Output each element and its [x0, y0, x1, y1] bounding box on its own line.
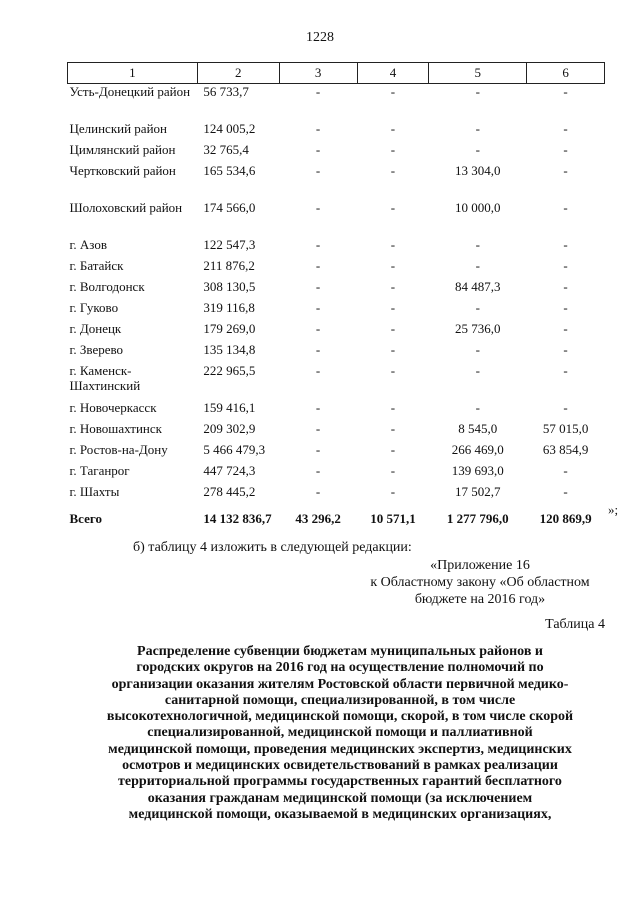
table-row: [68, 258, 605, 279]
row-value-4-cell: -: [390, 463, 396, 478]
total-value-cell: 1 277 796,0: [446, 511, 509, 526]
row-value-6-cell: 57 015,0: [542, 421, 589, 436]
header-cell-5: 5: [429, 63, 527, 84]
title-line: высокотехнологичной, медицинской помощи, скорой, в том числе скорой: [106, 709, 574, 725]
table-row: [68, 279, 605, 300]
table-row: [68, 463, 605, 484]
row-value-3-cell: -: [315, 300, 321, 315]
row-value-5-cell: -: [475, 237, 480, 252]
row-value-3-cell: -: [315, 84, 321, 99]
row-value-4-cell: -: [390, 237, 396, 252]
row-value-5-cell: 10 000,0: [454, 200, 501, 215]
row-value-6-cell: -: [563, 300, 568, 315]
row-value-2-cell: 319 116,8: [203, 300, 255, 315]
table-row: [68, 442, 605, 463]
row-value-2-cell: 209 302,9: [203, 421, 256, 436]
row-value-4-cell: -: [390, 258, 396, 273]
row-name-cell: г. Донецк: [69, 321, 122, 336]
row-value-6-cell: -: [563, 463, 568, 478]
row-value-5-cell: 25 736,0: [454, 321, 501, 336]
row-value-5-cell: -: [475, 84, 480, 99]
table-row: [68, 300, 605, 321]
row-value-4-cell: -: [390, 442, 396, 457]
row-value-3-cell: -: [315, 342, 321, 357]
row-value-5-cell: 84 487,3: [454, 279, 501, 294]
total-value-cell: 120 869,9: [539, 511, 592, 526]
closing-quote: »;: [608, 502, 619, 517]
table-header: [68, 63, 605, 84]
subvention-table: [67, 62, 605, 532]
row-value-6-cell: -: [563, 342, 568, 357]
row-value-2-cell: 135 134,8: [203, 342, 256, 357]
row-value-4-cell: -: [390, 121, 396, 136]
title-line: городских округов на 2016 год на осуществление полномочий по: [136, 660, 544, 676]
row-value-3-cell: -: [315, 442, 321, 457]
row-name-cell: г. Гуково: [69, 300, 119, 315]
paragraph-b: б) таблицу 4 изложить в следующей редакции:: [133, 540, 412, 555]
row-value-2-cell: 124 005,2: [203, 121, 256, 136]
row-value-5-cell: -: [475, 363, 480, 378]
row-name-cell: г. Зверево: [69, 342, 124, 357]
row-value-4-cell: -: [390, 484, 396, 499]
row-value-2-cell: 278 445,2: [203, 484, 256, 499]
row-value-4-cell: -: [390, 142, 396, 157]
header-cell-3: 3: [279, 63, 357, 84]
table-row: [68, 400, 605, 421]
row-value-5-cell: 266 469,0: [451, 442, 504, 457]
title-line: организации оказания жителям Ростовской области первичной медико-: [111, 676, 569, 692]
row-name-cell: Цимлянский район: [69, 142, 176, 157]
total-row: [68, 505, 605, 532]
row-value-3-cell: -: [315, 142, 321, 157]
row-value-3-cell: -: [315, 258, 321, 273]
document-title: [70, 644, 610, 823]
row-value-3-cell: -: [315, 200, 321, 215]
row-value-4-cell: -: [390, 400, 396, 415]
row-value-5-cell: -: [475, 121, 480, 136]
title-line: осмотров и медицинских освидетельствований в рамках реализации: [122, 758, 558, 774]
title-line: территориальной программы государственных гарантий бесплатного: [118, 774, 562, 790]
title-line: медицинской помощи, проведения медицинских экспертиз, медицинских: [108, 741, 572, 757]
title-line: санитарной помощи, специализированной, в том числе: [164, 692, 516, 708]
row-value-3-cell: -: [315, 400, 321, 415]
header-cell-6: 6: [527, 63, 605, 84]
row-name-cell: Усть-Донецкий район: [69, 84, 191, 99]
row-value-4-cell: -: [390, 321, 396, 336]
table-row: [68, 142, 605, 163]
title-line: медицинской помощи, оказываемой в медицинских организациях,: [128, 806, 552, 822]
row-value-3-cell: -: [315, 484, 321, 499]
row-value-5-cell: -: [475, 400, 480, 415]
table-row: [68, 84, 605, 122]
row-value-6-cell: -: [563, 484, 568, 499]
row-value-3-cell: -: [315, 321, 321, 336]
row-value-2-cell: 174 566,0: [203, 200, 256, 215]
row-value-2-cell: 222 965,5: [203, 363, 256, 378]
header-cell-1: 1: [68, 63, 198, 84]
row-name-cell: г. Шахты: [69, 484, 120, 499]
row-name-cell: г. Новошахтинск: [69, 421, 162, 436]
row-value-6-cell: -: [563, 163, 568, 178]
row-value-6-cell: -: [563, 121, 568, 136]
title-line: Распределение субвенции бюджетам муниципальных районов и: [137, 644, 543, 659]
table-row: [68, 163, 605, 200]
table-row: [68, 484, 605, 505]
row-name-cell: г. Новочеркасск: [69, 400, 157, 415]
row-value-4-cell: -: [390, 84, 396, 99]
row-value-6-cell: -: [563, 400, 568, 415]
appendix-line-3: бюджете на 2016 год»: [414, 592, 546, 607]
title-line: оказания гражданам медицинской помощи (за исключением: [147, 790, 533, 806]
table-row: [68, 421, 605, 442]
table-row: [68, 363, 605, 400]
row-value-2-cell: 32 765,4: [203, 142, 249, 157]
row-value-6-cell: -: [563, 237, 568, 252]
row-value-5-cell: 139 693,0: [451, 463, 504, 478]
row-value-5-cell: 8 545,0: [458, 421, 498, 436]
appendix-line-2: к Областному закону «Об областном: [370, 575, 590, 590]
header-cell-4: 4: [357, 63, 429, 84]
row-value-5-cell: 17 502,7: [454, 484, 501, 499]
table-row: [68, 342, 605, 363]
total-value-cell: 43 296,2: [295, 511, 341, 526]
row-value-2-cell: 308 130,5: [203, 279, 256, 294]
row-value-3-cell: -: [315, 121, 321, 136]
row-value-3-cell: -: [315, 421, 321, 436]
row-value-4-cell: -: [390, 363, 396, 378]
row-value-4-cell: -: [390, 300, 396, 315]
row-value-6-cell: -: [563, 279, 568, 294]
row-value-6-cell: -: [563, 84, 568, 99]
row-value-2-cell: 5 466 479,3: [203, 442, 266, 457]
total-value-cell: 10 571,1: [370, 511, 416, 526]
row-value-6-cell: 63 854,9: [542, 442, 589, 457]
row-value-3-cell: -: [315, 279, 321, 294]
total-value-cell: 14 132 836,7: [203, 511, 272, 526]
row-value-5-cell: -: [475, 258, 480, 273]
row-value-6-cell: -: [563, 321, 568, 336]
row-value-6-cell: -: [563, 200, 568, 215]
table-row: [68, 121, 605, 142]
row-name-cell: г. Таганрог: [69, 463, 130, 478]
row-name-cell: Чертковский район: [69, 163, 176, 178]
appendix-header: [340, 557, 620, 608]
title-line: специализированной, медицинской помощи и паллиативной: [147, 725, 533, 741]
row-value-4-cell: -: [390, 200, 396, 215]
table-body: [68, 84, 605, 533]
row-value-2-cell: 122 547,3: [203, 237, 256, 252]
table-row: [68, 321, 605, 342]
row-value-5-cell: -: [475, 300, 480, 315]
table-label: Таблица 4: [545, 617, 605, 632]
row-value-2-cell: 159 416,1: [203, 400, 256, 415]
appendix-line-1: «Приложение 16: [430, 558, 530, 573]
row-name-cell: г. Ростов-на-Дону: [69, 442, 168, 457]
row-value-3-cell: -: [315, 163, 321, 178]
row-value-3-cell: -: [315, 463, 321, 478]
row-value-4-cell: -: [390, 279, 396, 294]
row-value-5-cell: 13 304,0: [454, 163, 501, 178]
row-value-4-cell: -: [390, 163, 396, 178]
table-row: [68, 237, 605, 258]
row-value-5-cell: -: [475, 342, 480, 357]
row-value-4-cell: -: [390, 421, 396, 436]
row-value-2-cell: 165 534,6: [203, 163, 256, 178]
row-value-6-cell: -: [563, 258, 568, 273]
row-value-6-cell: -: [563, 363, 568, 378]
table-row: [68, 200, 605, 237]
row-name-cell: г. Азов: [69, 237, 107, 252]
row-value-2-cell: 447 724,3: [203, 463, 256, 478]
row-name-cell: г. Батайск: [69, 258, 124, 273]
row-name-cell: г. Каменск-Шахтинский: [69, 363, 141, 393]
row-value-2-cell: 211 876,2: [203, 258, 255, 273]
total-label: Всего: [69, 511, 102, 526]
row-value-3-cell: -: [315, 363, 321, 378]
row-value-4-cell: -: [390, 342, 396, 357]
row-value-6-cell: -: [563, 142, 568, 157]
row-name-cell: г. Волгодонск: [69, 279, 145, 294]
header-cell-2: 2: [197, 63, 279, 84]
row-name-cell: Целинский район: [69, 121, 167, 136]
row-value-2-cell: 56 733,7: [203, 84, 249, 99]
row-value-2-cell: 179 269,0: [203, 321, 256, 336]
page-number: 1228: [306, 30, 334, 45]
row-value-5-cell: -: [475, 142, 480, 157]
row-name-cell: Шолоховский район: [69, 200, 183, 215]
row-value-3-cell: -: [315, 237, 321, 252]
